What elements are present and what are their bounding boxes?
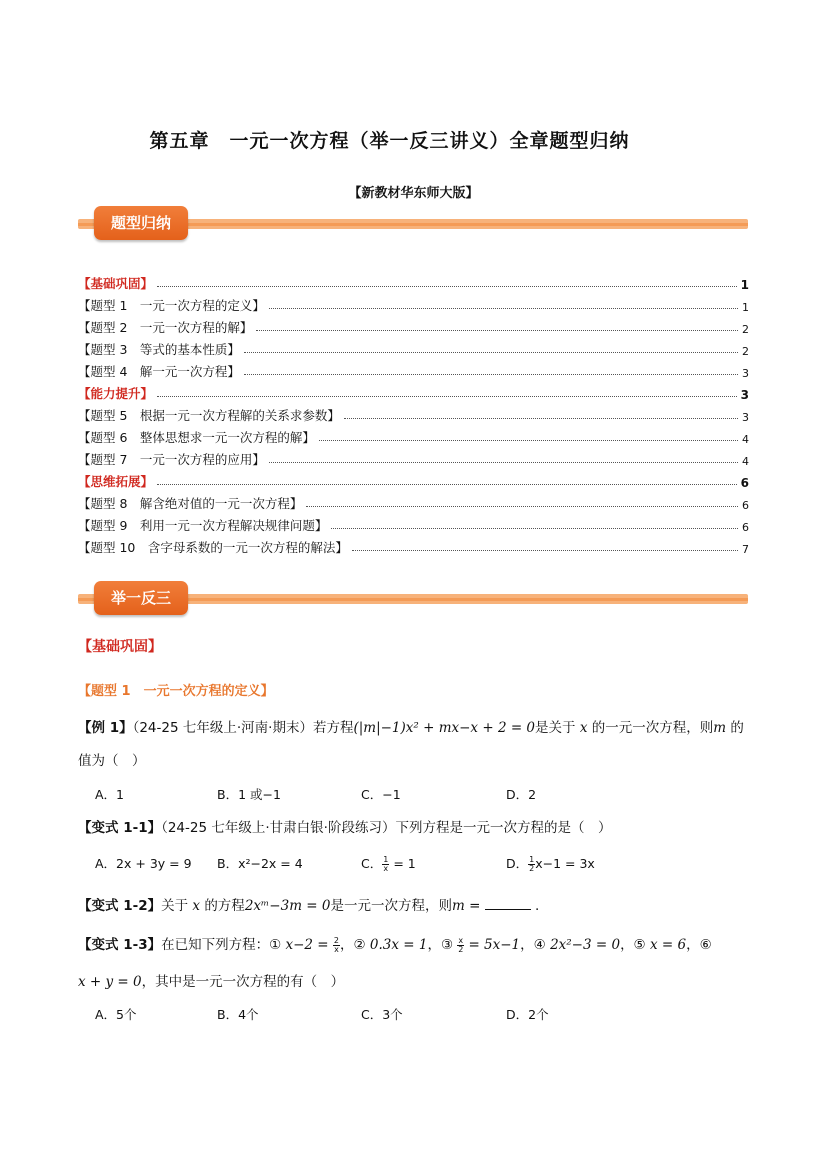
option-c: C． $\frac{1}{x}$ = 1: [361, 855, 416, 873]
variant-1-2-tag: 【变式 1-2】: [78, 898, 162, 914]
example-1-source: （24-25 七年级上·河南·期末）: [132, 720, 313, 736]
example-1-equation: (|m|−1)x² + mx−x + 2 = 0: [353, 720, 536, 736]
toc-row[interactable]: [78, 490, 749, 512]
toc-leader-dots: [244, 373, 738, 375]
page-title: 第五章 一元一次方程（举一反三讲义）全章题型归纳: [149, 130, 630, 152]
example-1: [78, 716, 758, 736]
toc-label: 【题型 6 整体思想求一元一次方程的解】: [78, 430, 315, 445]
variant-1-1-source: （24-25 七年级上·甘肃白银·阶段练习）: [161, 820, 396, 836]
toc-label: 【题型 8 解含绝对值的一元一次方程】: [78, 496, 303, 511]
toc-page-number: 3: [742, 367, 749, 380]
var-m: m: [713, 720, 727, 736]
toc-label: 【题型 10 含字母系数的一元一次方程的解法】: [78, 540, 348, 555]
toc-page-number: 7: [742, 543, 749, 556]
toc-row[interactable]: [78, 358, 749, 380]
toc-leader-dots: [331, 527, 738, 529]
variant-1-3-options: [95, 1005, 735, 1023]
toc-page-number: 4: [742, 455, 749, 468]
example-1-text: 是关于: [535, 720, 576, 736]
topic-heading: 【题型 1 一元一次方程的定义】: [78, 684, 274, 699]
toc-leader-dots: [157, 285, 737, 287]
toc-label: 【题型 3 等式的基本性质】: [78, 342, 240, 357]
toc-page-number: 6: [740, 476, 749, 490]
variant-1-2: 【变式 1-2】关于 x 的方程2xᵐ−3m = 0是一元一次方程，则m = .: [78, 898, 540, 914]
option-b: B．1 或−1: [217, 787, 281, 802]
option-c: C．−1: [361, 787, 401, 802]
toc-leader-dots: [306, 505, 738, 507]
option-a: A．5个: [95, 1007, 137, 1022]
toc-row[interactable]: [78, 336, 749, 358]
toc-leader-dots: [244, 351, 738, 353]
toc-banner-label: 题型归纳: [94, 206, 188, 240]
option-d: D．2: [506, 787, 537, 802]
toc-label: 【题型 5 根据一元一次方程解的关系求参数】: [78, 408, 340, 423]
toc-label: 【题型 4 解一元一次方程】: [78, 364, 240, 379]
toc-leader-dots: [157, 395, 737, 397]
toc-row[interactable]: [78, 534, 749, 556]
example-1-text: 若方程: [312, 720, 354, 736]
toc-page-number: 3: [740, 388, 749, 402]
toc-leader-dots: [352, 549, 738, 551]
main-banner-label: 举一反三: [94, 581, 188, 615]
toc-section-row[interactable]: [78, 270, 749, 292]
toc-row[interactable]: [78, 292, 749, 314]
toc-page-number: 2: [742, 345, 749, 358]
toc-page-number: 4: [742, 433, 749, 446]
toc-label: 【基础巩固】: [78, 276, 154, 291]
toc-page-number: 6: [742, 499, 749, 512]
example-1-tag: 【例 1】: [78, 720, 133, 736]
option-a: A．1: [95, 787, 125, 802]
toc-leader-dots: [157, 483, 737, 485]
option-a: A．2x + 3y = 9: [95, 856, 192, 871]
toc-leader-dots: [269, 307, 738, 309]
toc-label: 【题型 9 利用一元一次方程解决规律问题】: [78, 518, 328, 533]
toc-label: 【题型 7 一元一次方程的应用】: [78, 452, 265, 467]
toc-row[interactable]: [78, 314, 749, 336]
variant-1-3-tag: 【变式 1-3】: [78, 937, 162, 953]
toc-label: 【能力提升】: [78, 386, 154, 401]
toc-leader-dots: [344, 417, 738, 419]
toc-page-number: 1: [742, 301, 749, 314]
toc-label: 【思维拓展】: [78, 474, 154, 489]
example-1-text: 的: [730, 720, 744, 736]
var-x: x: [579, 720, 588, 736]
variant-1-2-equation: 2xᵐ−3m = 0: [244, 898, 331, 914]
toc-section-row[interactable]: [78, 380, 749, 402]
variant-1-1-options: [95, 854, 735, 873]
variant-1-1-tag: 【变式 1-1】: [78, 820, 162, 836]
toc-row[interactable]: [78, 512, 749, 534]
toc-page-number: 1: [740, 278, 749, 292]
toc-leader-dots: [269, 461, 738, 463]
toc-section-row[interactable]: [78, 468, 749, 490]
toc-label: 【题型 2 一元一次方程的解】: [78, 320, 253, 335]
variant-1-1-text: 下列方程是一元一次方程的是（ ）: [395, 820, 612, 836]
variant-1-3-cont: x + y = 0，其中是一元一次方程的有（ ）: [78, 974, 345, 990]
toc-page-number: 2: [742, 323, 749, 336]
variant-1-3: 【变式 1-3】在已知下列方程：① x−2 = $\frac{2}{x}$ ，② 0.3x = 1，③ $\frac{x}{2}$ = 5x−1，④ 2x²−3 = 0，⑤ x = 6，⑥: [78, 935, 712, 954]
page-subtitle: 【新教材华东师大版】: [348, 186, 479, 201]
option-b: B．4个: [217, 1007, 259, 1022]
variant-1-1: [78, 816, 758, 836]
answer-blank[interactable]: [485, 897, 531, 910]
example-1-text: 的一元一次方程，则: [591, 720, 714, 736]
toc-label: 【题型 1 一元一次方程的定义】: [78, 298, 265, 313]
var-x: x: [192, 898, 201, 914]
table-of-contents: [78, 270, 749, 556]
example-1-options: [95, 785, 735, 803]
option-b: B．x²−2x = 4: [217, 856, 303, 871]
toc-page-number: 3: [742, 411, 749, 424]
toc-row[interactable]: [78, 446, 749, 468]
toc-row[interactable]: [78, 424, 749, 446]
example-1-cont: 值为（ ）: [78, 753, 146, 769]
var-m: m: [451, 898, 465, 914]
main-banner: [78, 585, 748, 613]
option-c: C．3个: [361, 1007, 403, 1022]
toc-banner: [78, 210, 748, 238]
section-heading: 【基础巩固】: [78, 639, 162, 655]
toc-row[interactable]: [78, 402, 749, 424]
toc-leader-dots: [319, 439, 738, 441]
option-d: D．2个: [506, 1007, 549, 1022]
option-d: D． $\frac{1}{2}$ x−1 = 3x: [506, 855, 595, 873]
toc-leader-dots: [256, 329, 738, 331]
toc-page-number: 6: [742, 521, 749, 534]
